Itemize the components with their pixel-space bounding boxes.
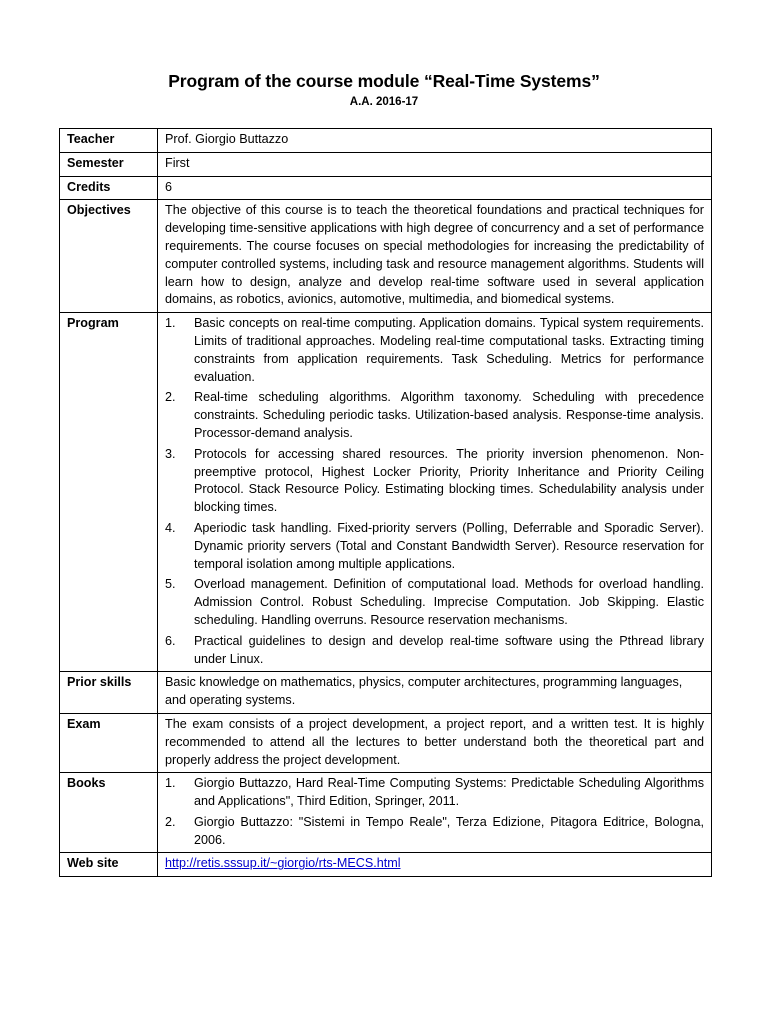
item-text: Protocols for accessing shared resources. The priority inversion phenomenon. Non-preemptive protocol, Highest Locker Priority, Priority Inheritance and Priority Ceiling Protocol. Stack Resource Policy. Estimating blocking times. Schedulability analysis under blocking times. bbox=[194, 446, 704, 515]
row-teacher bbox=[60, 129, 712, 153]
program-value bbox=[158, 313, 712, 672]
program-list bbox=[165, 315, 704, 668]
teacher-label: Teacher bbox=[60, 129, 158, 153]
list-item bbox=[165, 389, 704, 442]
item-number: 1. bbox=[165, 776, 176, 791]
list-item bbox=[165, 576, 704, 629]
item-number: 5. bbox=[165, 577, 176, 592]
academic-year: A.A. 2016-17 bbox=[349, 96, 419, 108]
item-text: Giorgio Buttazzo, Hard Real-Time Computing Systems: Predictable Scheduling Algorithms and Applications", Third Edition, Springer, 2011. bbox=[194, 776, 704, 809]
course-table bbox=[59, 128, 712, 877]
item-text: Giorgio Buttazzo: "Sistemi in Tempo Reale", Terza Edizione, Pitagora Editrice, Bologna, 2006. bbox=[194, 814, 704, 847]
item-text: Practical guidelines to design and develop real-time software using the Pthread library under Linux. bbox=[194, 633, 704, 666]
row-credits bbox=[60, 176, 712, 200]
row-program bbox=[60, 313, 712, 672]
semester-value: First bbox=[158, 152, 712, 176]
objectives-label: Objectives bbox=[60, 200, 158, 313]
course-website-link[interactable]: http://retis.sssup.it/~giorgio/rts-MECS.html bbox=[165, 856, 401, 871]
list-item bbox=[165, 446, 704, 517]
list-item bbox=[165, 633, 704, 669]
books-list bbox=[165, 775, 704, 849]
semester-label: Semester bbox=[60, 152, 158, 176]
list-item bbox=[165, 775, 704, 811]
item-number: 3. bbox=[165, 446, 176, 461]
row-objectives bbox=[60, 200, 712, 313]
item-number: 2. bbox=[165, 390, 176, 405]
prior-skills-label: Prior skills bbox=[60, 672, 158, 714]
exam-label: Exam bbox=[60, 713, 158, 772]
program-label: Program bbox=[60, 313, 158, 672]
item-text: Basic concepts on real-time computing. Application domains. Typical system requirements. Limits of traditional approaches. Modeling real-time computational tasks. Extracting timing constraints from application requirements. Task Scheduling. Metrics for performance evaluation. bbox=[194, 316, 704, 384]
web-site-value bbox=[158, 853, 712, 877]
books-label: Books bbox=[60, 773, 158, 853]
row-semester bbox=[60, 152, 712, 176]
item-number: 4. bbox=[165, 520, 176, 535]
document-title: Program of the course module “Real-Time Systems” bbox=[168, 71, 600, 91]
row-prior-skills bbox=[60, 672, 712, 714]
exam-value: The exam consists of a project development, a project report, and a written test. It is highly recommended to attend all the lectures to better understand both the theoretical part and properly address the project development. bbox=[158, 713, 712, 772]
item-number: 1. bbox=[165, 316, 176, 331]
objectives-value: The objective of this course is to teach the theoretical foundations and practical techniques for developing time-sensitive applications with high degree of concurrency and a set of performance requirements. The course focuses on special methodologies for increasing the predictability of computer controlled systems, including task and resource management algorithms. Students will learn how to design, analyze and develop real-time software used in several application domains, as robotics, avionics, automotive, multimedia, and biomedical systems. bbox=[158, 200, 712, 313]
web-site-label: Web site bbox=[60, 853, 158, 877]
credits-value: 6 bbox=[158, 176, 712, 200]
row-exam bbox=[60, 713, 712, 772]
books-value bbox=[158, 773, 712, 853]
list-item bbox=[165, 315, 704, 386]
item-text: Aperiodic task handling. Fixed-priority servers (Polling, Deferrable and Sporadic Server). Dynamic priority servers (Total and Constant Bandwidth Server). Resource reservation for temporal isolation among multiple applications. bbox=[194, 520, 704, 571]
list-item bbox=[165, 814, 704, 850]
item-text: Real-time scheduling algorithms. Algorithm taxonomy. Scheduling with precedence constraints. Scheduling periodic tasks. Utilization-based analysis. Response-time analysis. Processor-demand analysis. bbox=[194, 390, 704, 440]
list-item bbox=[165, 520, 704, 573]
item-number: 6. bbox=[165, 633, 176, 648]
item-number: 2. bbox=[165, 814, 176, 829]
teacher-value: Prof. Giorgio Buttazzo bbox=[158, 129, 712, 153]
row-web-site bbox=[60, 853, 712, 877]
prior-skills-value: Basic knowledge on mathematics, physics, computer architectures, programming languages, and operating systems. bbox=[158, 672, 712, 714]
item-text: Overload management. Definition of computational load. Methods for overload handling. Admission Control. Robust Scheduling. Imprecise Computation. Job Skipping. Elastic scheduling. Handling overruns. Resource reservation mechanisms. bbox=[194, 577, 704, 627]
row-books bbox=[60, 773, 712, 853]
credits-label: Credits bbox=[60, 176, 158, 200]
